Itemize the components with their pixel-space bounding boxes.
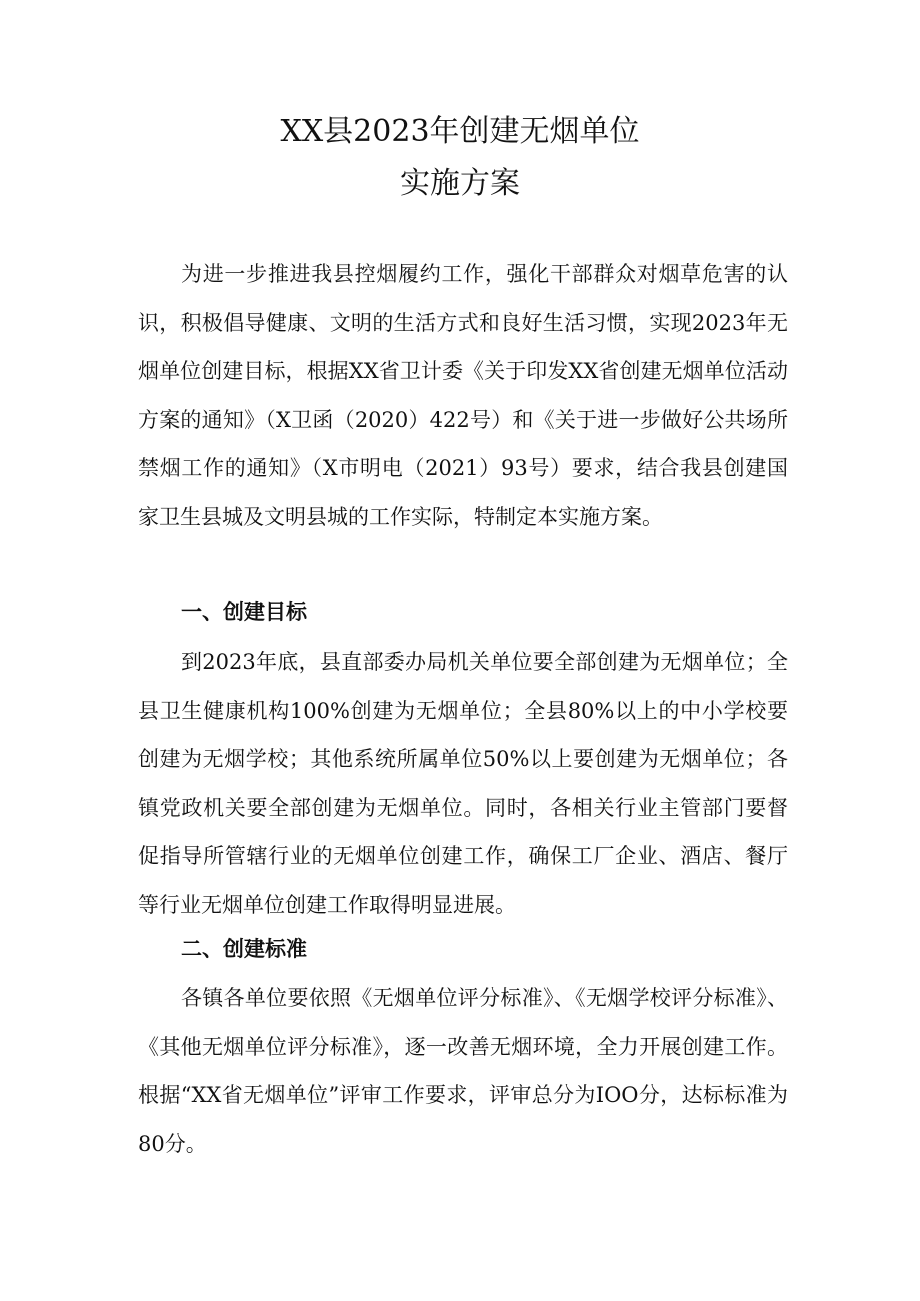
section-body-goals: 到2023年底，县直部委办局机关单位要全部创建为无烟单位；全县卫生健康机构100%创建为无烟单位；全县80%以上的中小学校要创建为无烟学校；其他系统所属单位50%以上要创建为无烟单位；各镇党政机关要全部创建为无烟单位。同时，各相关行业主管部门要督促指导所管辖行业的无烟单位创建工作，确保工厂企业、酒店、餐厅等行业无烟单位创建工作取得明显进展。 <box>138 650 788 917</box>
section-heading-standards: 二、创建标准 <box>181 937 307 961</box>
intro-paragraph: 为进一步推进我县控烟履约工作，强化干部群众对烟草危害的认识，积极倡导健康、文明的生活方式和良好生活习惯，实现2023年无烟单位创建目标，根据XX省卫计委《关于印发XX省创建无烟单位活动方案的通知》（X卫函（2020）422号）和《关于进一步做好公共场所禁烟工作的通知》（X市明电（2021）93号）要求，结合我县创建国家卫生县城及文明县城的工作实际，特制定本实施方案。 <box>138 262 788 529</box>
section-heading-goals: 一、创建目标 <box>181 600 307 624</box>
document-title-line-1: XX县2023年创建无烟单位 <box>280 114 640 149</box>
document-title-line-2: 实施方案 <box>400 166 520 201</box>
section-body-standards: 各镇各单位要依照《无烟单位评分标准》、《无烟学校评分标准》、《其他无烟单位评分标准》，逐一改善无烟环境，全力开展创建工作。根据“XX省无烟单位”评审工作要求，评审总分为IOO分，达标标准为80分。 <box>138 986 788 1156</box>
